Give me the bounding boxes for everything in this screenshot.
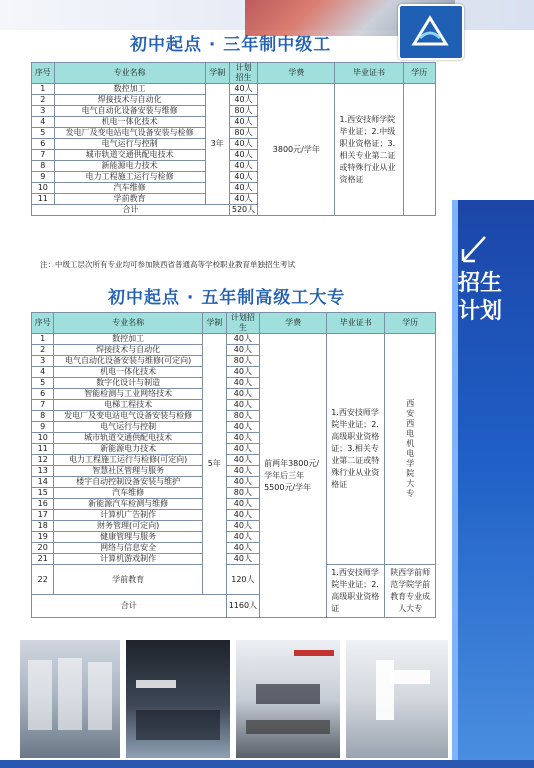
row-plan: 40人 <box>229 172 257 183</box>
row-plan: 40人 <box>229 150 257 161</box>
row-plan: 40人 <box>226 433 259 444</box>
row-no: 2 <box>32 95 55 106</box>
education22-cell: 陕西学前师范学院学前教育专业成人大专 <box>385 565 436 618</box>
col-header-no: 序号 <box>32 313 54 334</box>
duration-cell: 5年 <box>202 334 226 595</box>
col-header-certificate: 毕业证书 <box>335 63 403 84</box>
row-no: 14 <box>32 477 54 488</box>
row-plan: 40人 <box>226 345 259 356</box>
row-major-name: 数控加工 <box>54 334 203 345</box>
row-no: 11 <box>32 194 55 205</box>
row-plan: 40人 <box>226 532 259 543</box>
row-no: 17 <box>32 510 54 521</box>
row-plan: 40人 <box>229 84 257 95</box>
row-no: 6 <box>32 389 54 400</box>
row-major-name: 新能源汽车检测与维修 <box>54 499 203 510</box>
school-logo <box>398 4 464 60</box>
row-plan: 120人 <box>226 565 259 595</box>
col-header-fee: 学费 <box>260 313 327 334</box>
row-plan: 40人 <box>226 455 259 466</box>
row-plan: 80人 <box>226 356 259 367</box>
photo-digital-factory <box>126 640 230 758</box>
row-major-name: 计算机广告制作 <box>54 510 203 521</box>
col-header-certificate: 毕业证书 <box>327 313 385 334</box>
row-plan: 40人 <box>226 510 259 521</box>
photo-control-room <box>236 640 340 758</box>
arrow-icon <box>455 233 491 269</box>
row-major-name: 财务管理(可定向) <box>54 521 203 532</box>
col-header-name: 专业名称 <box>54 63 205 84</box>
col-header-duration: 学制 <box>202 313 226 334</box>
fee-cell: 3800元/学年 <box>258 84 335 216</box>
row-plan: 40人 <box>226 521 259 532</box>
row-no: 22 <box>32 565 54 595</box>
row-major-name: 机电一体化技术 <box>54 117 205 128</box>
row-major-name: 电气运行与控制 <box>54 422 203 433</box>
certificate22-cell: 1.西安技师学院毕业证；2.高级职业资格证 <box>327 565 385 618</box>
row-major-name: 电梯工程技术 <box>54 400 203 411</box>
row-plan: 40人 <box>226 554 259 565</box>
row-major-name: 计算机游戏制作 <box>54 554 203 565</box>
row-no: 2 <box>32 345 54 356</box>
row-no: 8 <box>32 411 54 422</box>
row-major-name: 汽车维修 <box>54 183 205 194</box>
row-major-name: 数控加工 <box>54 84 205 95</box>
row-no: 3 <box>32 106 55 117</box>
col-header-name: 专业名称 <box>54 313 203 334</box>
row-no: 9 <box>32 172 55 183</box>
row-no: 4 <box>32 117 55 128</box>
education-cell <box>403 84 435 216</box>
row-major-name: 汽车维修 <box>54 488 203 499</box>
row-plan: 40人 <box>226 444 259 455</box>
row-plan: 40人 <box>229 117 257 128</box>
row-plan: 40人 <box>226 378 259 389</box>
col-header-education: 学历 <box>385 313 436 334</box>
row-major-name: 电力工程施工运行与检修(可定向) <box>54 455 203 466</box>
photo-electrical-lab <box>20 640 120 758</box>
education-cell <box>385 334 436 565</box>
row-no: 5 <box>32 128 55 139</box>
row-plan: 40人 <box>226 499 259 510</box>
row-plan: 80人 <box>229 106 257 117</box>
row-major-name: 新能源电力技术 <box>54 444 203 455</box>
row-no: 21 <box>32 554 54 565</box>
table-row <box>32 84 436 95</box>
section2-title: 初中起点 · 五年制高级工大专 <box>108 288 346 308</box>
row-no: 4 <box>32 367 54 378</box>
row-plan: 80人 <box>226 488 259 499</box>
education-text: 西安西电机电学院大专 <box>406 399 415 498</box>
section1-title: 初中起点 · 三年制中级工 <box>130 35 332 55</box>
row-no: 19 <box>32 532 54 543</box>
row-no: 12 <box>32 455 54 466</box>
total-label: 合计 <box>32 595 227 618</box>
campus-photos <box>20 640 448 758</box>
side-title: 招生计划 <box>458 271 503 324</box>
row-major-name: 智能检测与工业网络技术 <box>54 389 203 400</box>
row-plan: 40人 <box>226 367 259 378</box>
col-header-education: 学历 <box>403 63 435 84</box>
section2-table <box>31 312 436 618</box>
row-major-name: 健康管理与服务 <box>54 532 203 543</box>
row-major-name: 电气运行与控制 <box>54 139 205 150</box>
bottom-band <box>0 760 534 768</box>
row-plan: 40人 <box>226 334 259 345</box>
row-no: 3 <box>32 356 54 367</box>
row-plan: 40人 <box>226 389 259 400</box>
row-no: 20 <box>32 543 54 554</box>
row-no: 1 <box>32 334 54 345</box>
row-major-name: 焊接技术与自动化 <box>54 95 205 106</box>
row-major-name: 智慧社区管理与服务 <box>54 466 203 477</box>
row-major-name: 城市轨道交通供配电技术 <box>54 150 205 161</box>
row-major-name: 电力工程施工运行与检修 <box>54 172 205 183</box>
col-header-duration: 学制 <box>205 63 229 84</box>
table-row <box>32 334 436 345</box>
logo-icon <box>410 14 450 50</box>
row-major-name: 楼宇自动控制设备安装与维护 <box>54 477 203 488</box>
row-no: 10 <box>32 183 55 194</box>
col-header-no: 序号 <box>32 63 55 84</box>
row-no: 7 <box>32 150 55 161</box>
row-no: 5 <box>32 378 54 389</box>
row-no: 6 <box>32 139 55 150</box>
row-plan: 40人 <box>229 95 257 106</box>
total-value: 520人 <box>229 205 257 216</box>
row-major-name: 电气自动化设备安装与维修 <box>54 106 205 117</box>
row-major-name: 焊接技术与自动化 <box>54 345 203 356</box>
row-plan: 40人 <box>226 400 259 411</box>
total-label: 合计 <box>32 205 230 216</box>
row-no: 9 <box>32 422 54 433</box>
certificate-cell: 1.西安技师学院毕业证；2.中级职业资格证；3.相关专业第二证或特殊行业从业资格证 <box>335 84 403 216</box>
row-no: 11 <box>32 444 54 455</box>
section1-note: 注：中级工层次所有专业均可参加陕西省普通高等学校职业教育单独招生考试 <box>40 260 295 269</box>
row-no: 1 <box>32 84 55 95</box>
row-no: 13 <box>32 466 54 477</box>
row-major-name: 发电厂及变电站电气设备安装与检修 <box>54 128 205 139</box>
col-header-plan: 计划招生 <box>226 313 259 334</box>
row-plan: 40人 <box>229 183 257 194</box>
row-no: 10 <box>32 433 54 444</box>
row-plan: 40人 <box>226 477 259 488</box>
row-major-name: 发电厂及变电站电气设备安装与检修 <box>54 411 203 422</box>
row-major-name: 城市轨道交通供配电技术 <box>54 433 203 444</box>
row-plan: 80人 <box>226 411 259 422</box>
photo-robot-arm <box>346 640 448 758</box>
row-plan: 40人 <box>229 194 257 205</box>
row-plan: 40人 <box>226 422 259 433</box>
col-header-plan: 计划招生 <box>229 63 257 84</box>
row-no: 8 <box>32 161 55 172</box>
row-major-name: 机电一体化技术 <box>54 367 203 378</box>
row-major-name: 数字化设计与制造 <box>54 378 203 389</box>
row-major-name: 学前教育 <box>54 565 203 595</box>
row-no: 16 <box>32 499 54 510</box>
row-no: 18 <box>32 521 54 532</box>
duration-cell: 3年 <box>205 84 229 205</box>
row-major-name: 学前教育 <box>54 194 205 205</box>
row-plan: 40人 <box>226 543 259 554</box>
row-plan: 40人 <box>229 161 257 172</box>
row-major-name: 新能源电力技术 <box>54 161 205 172</box>
col-header-fee: 学费 <box>258 63 335 84</box>
row-no: 15 <box>32 488 54 499</box>
row-plan: 80人 <box>229 128 257 139</box>
table-row <box>32 565 436 595</box>
total-value: 1160人 <box>226 595 259 618</box>
row-plan: 40人 <box>229 139 257 150</box>
certificate-cell: 1.西安技师学院毕业证；2.高级职业资格证；3.相关专业第二证或特殊行业从业资格证 <box>327 334 385 565</box>
section1-table <box>31 62 436 216</box>
row-major-name: 电气自动化设备安装与维修(可定向) <box>54 356 203 367</box>
fee-cell: 前两年3800元/学年后三年5500元/学年 <box>260 334 327 618</box>
row-no: 7 <box>32 400 54 411</box>
row-plan: 40人 <box>226 466 259 477</box>
row-major-name: 网络与信息安全 <box>54 543 203 554</box>
